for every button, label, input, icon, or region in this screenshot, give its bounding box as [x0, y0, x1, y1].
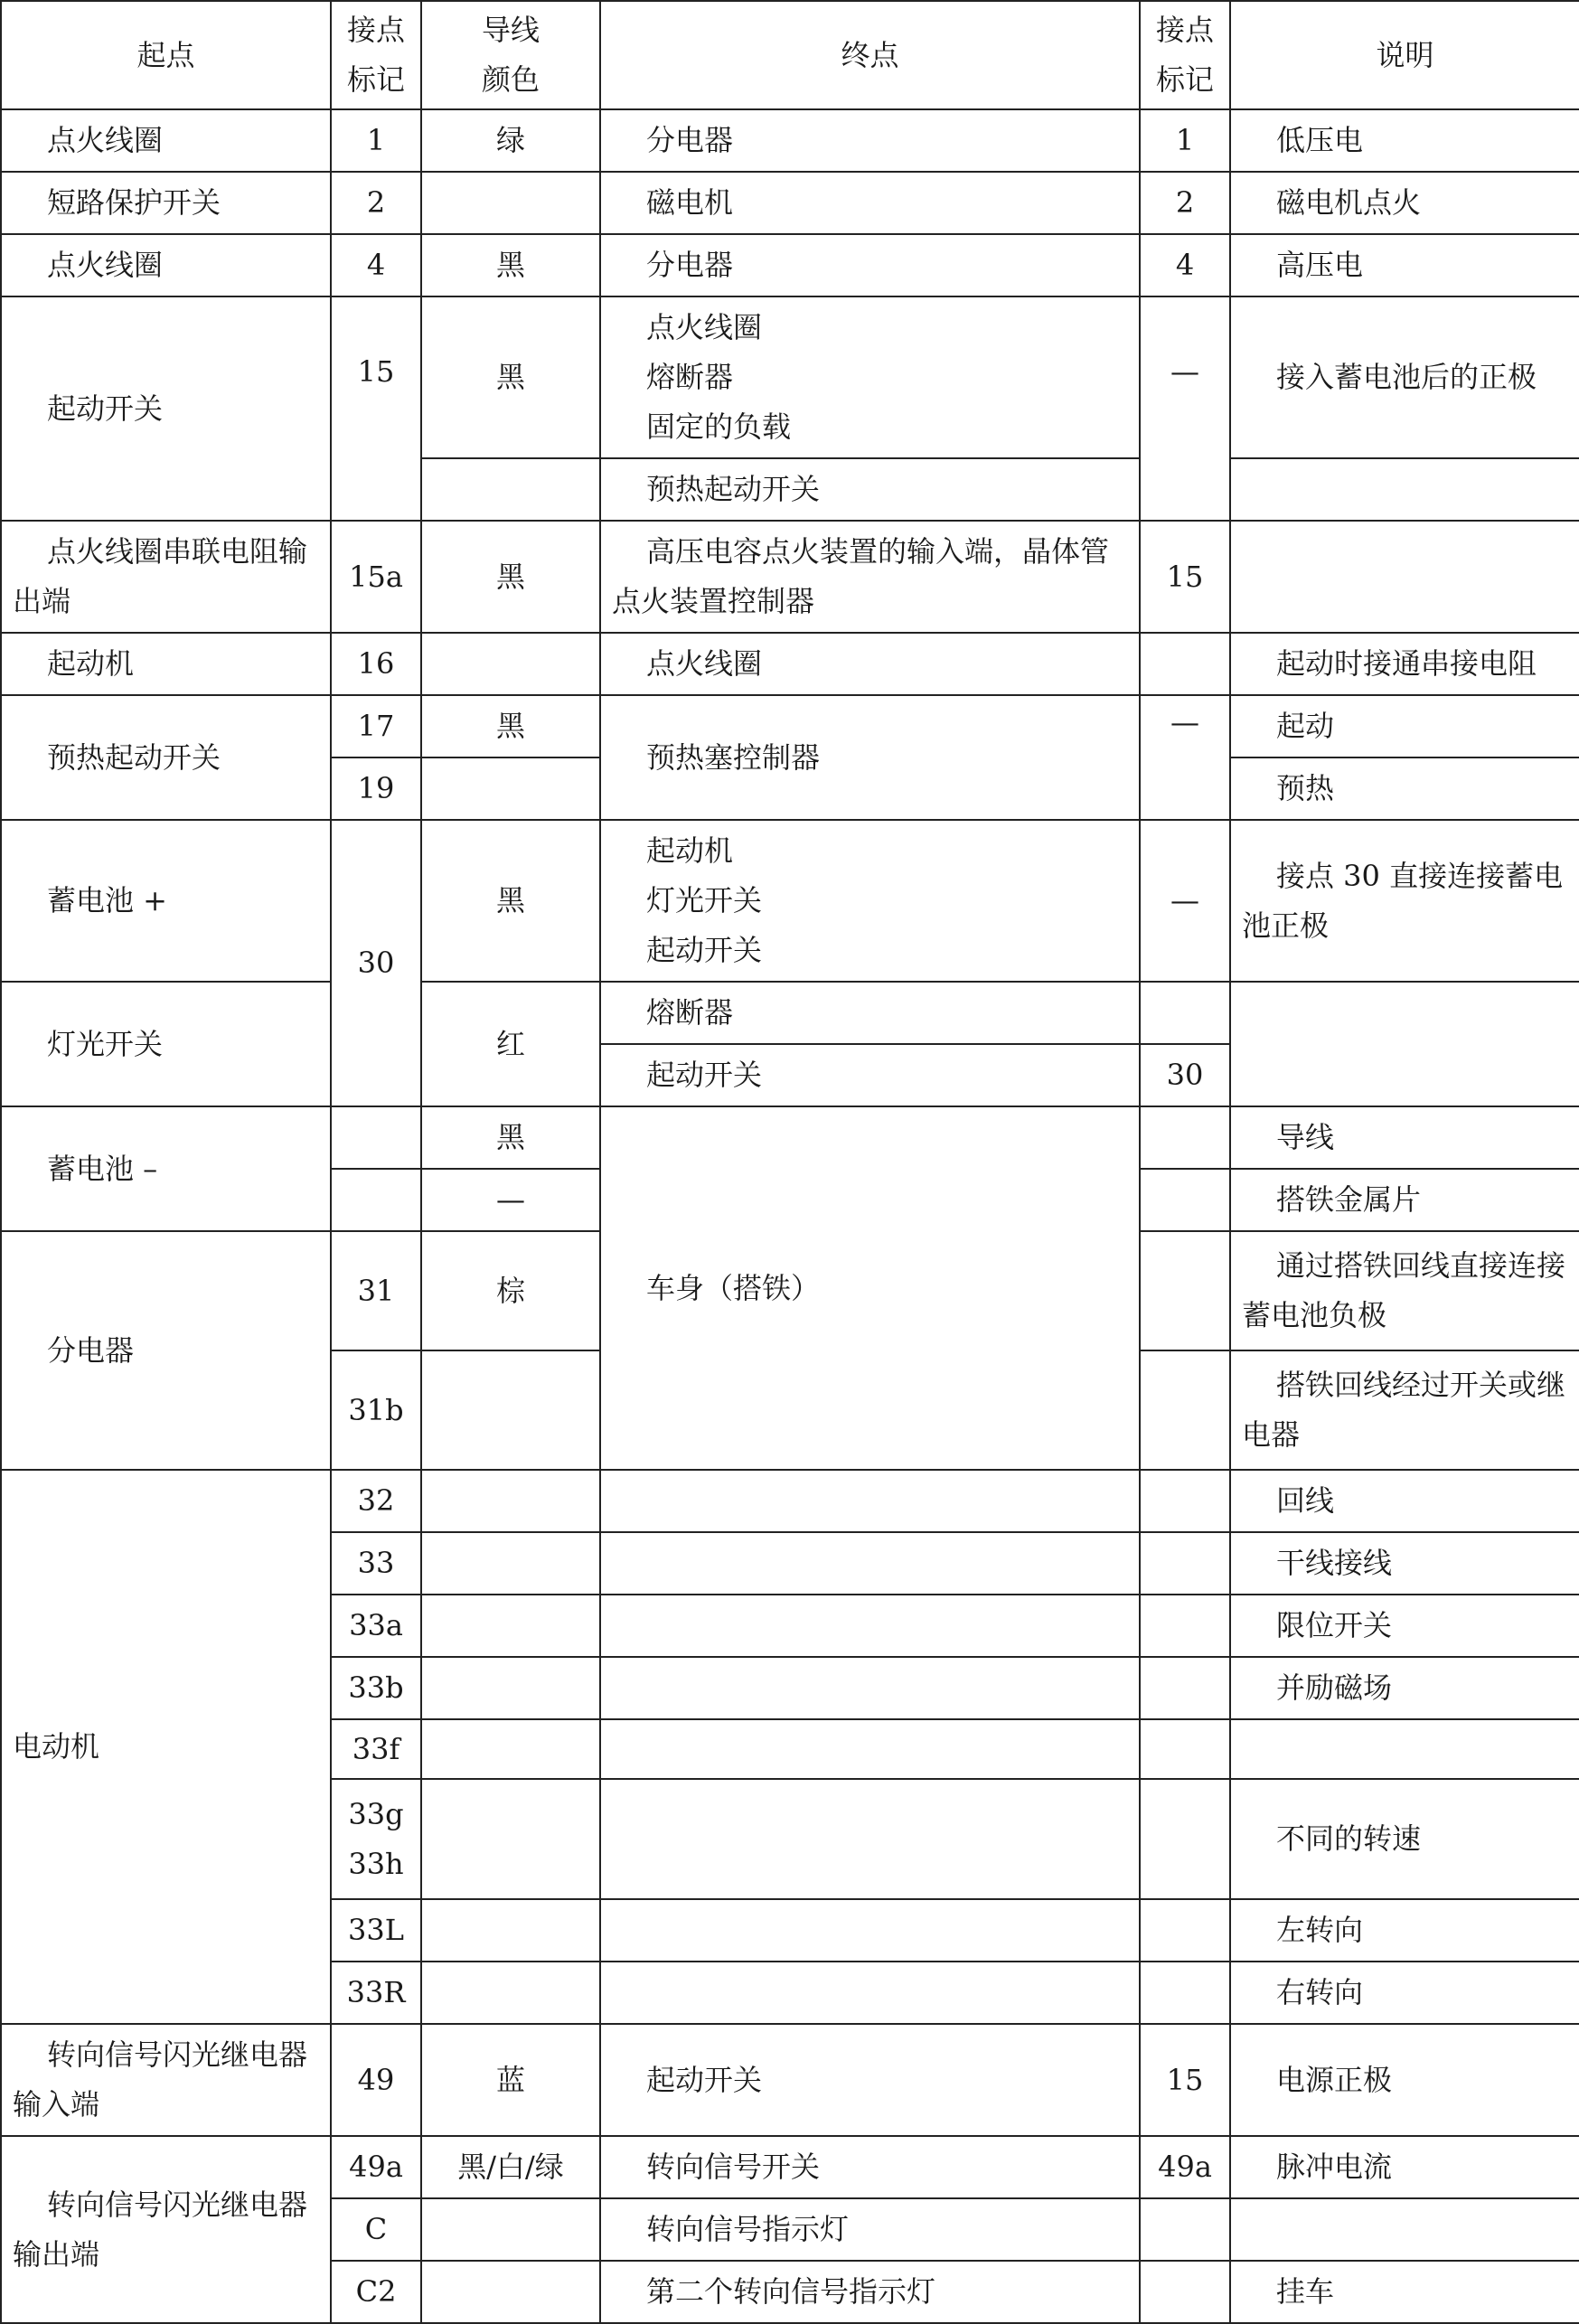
cell-end — [600, 1719, 1140, 1779]
cell-end-mark — [1140, 1899, 1230, 1962]
cell-color: 红 — [421, 982, 600, 1106]
cell-end-mark: 15 — [1140, 521, 1230, 633]
cell-start: 短路保护开关 — [1, 172, 331, 234]
cell-mark — [331, 1106, 421, 1169]
cell-end-mark — [1140, 1231, 1230, 1350]
cell-mark: 2 — [331, 172, 421, 234]
cell-color: 黑 — [421, 296, 600, 458]
cell-end-mark: 30 — [1140, 1044, 1230, 1106]
header-start: 起点 — [1, 1, 331, 109]
cell-end: 高压电容点火装置的输入端，晶体管点火装置控制器 — [600, 521, 1140, 633]
cell-end: 第二个转向信号指示灯 — [600, 2261, 1140, 2323]
cell-end: 车身（搭铁） — [600, 1106, 1140, 1470]
cell-color: 棕 — [421, 1231, 600, 1350]
cell-start: 灯光开关 — [1, 982, 331, 1106]
cell-mark: 31b — [331, 1350, 421, 1470]
table-row — [1, 2024, 1579, 2136]
cell-end-mark: — — [1140, 296, 1230, 521]
cell-color — [421, 2261, 600, 2323]
header-row — [1, 1, 1579, 109]
cell-mark: 15a — [331, 521, 421, 633]
table-row — [1, 234, 1579, 296]
cell-end-mark — [1140, 633, 1230, 695]
cell-end-mark — [1140, 1350, 1230, 1470]
cell-end-mark — [1140, 1779, 1230, 1899]
header-description: 说明 — [1230, 1, 1579, 109]
cell-start: 点火线圈 — [1, 234, 331, 296]
cell-color: 绿 — [421, 109, 600, 172]
cell-color: — — [421, 1169, 600, 1231]
cell-end — [600, 1899, 1140, 1962]
cell-mark: 4 — [331, 234, 421, 296]
cell-end: 点火线圈 熔断器 固定的负载 — [600, 296, 1140, 458]
cell-end-mark — [1140, 1106, 1230, 1169]
cell-mark: 33L — [331, 1899, 421, 1962]
cell-note — [1230, 458, 1579, 521]
cell-note — [1230, 1719, 1579, 1779]
cell-end-mark — [1140, 1962, 1230, 2024]
cell-note: 左转向 — [1230, 1899, 1579, 1962]
cell-start: 点火线圈串联电阻输出端 — [1, 521, 331, 633]
cell-mark: 49a — [331, 2136, 421, 2198]
cell-end: 分电器 — [600, 109, 1140, 172]
table-row — [1, 109, 1579, 172]
table-row — [1, 633, 1579, 695]
cell-end-mark — [1140, 1719, 1230, 1779]
cell-end-mark: 15 — [1140, 2024, 1230, 2136]
cell-mark: 33g 33h — [331, 1779, 421, 1899]
cell-end — [600, 1532, 1140, 1595]
cell-end-mark — [1140, 982, 1230, 1044]
cell-color — [421, 1899, 600, 1962]
cell-mark: 49 — [331, 2024, 421, 2136]
cell-color — [421, 757, 600, 820]
cell-mark: 1 — [331, 109, 421, 172]
cell-note: 不同的转速 — [1230, 1779, 1579, 1899]
cell-end-mark: 1 — [1140, 109, 1230, 172]
cell-end-mark — [1140, 2261, 1230, 2323]
cell-end: 起动开关 — [600, 1044, 1140, 1106]
table-row — [1, 1470, 1579, 1532]
cell-note: 右转向 — [1230, 1962, 1579, 2024]
cell-color — [421, 1779, 600, 1899]
cell-color — [421, 2198, 600, 2261]
cell-color — [421, 1719, 600, 1779]
cell-color: 黑 — [421, 695, 600, 757]
cell-end: 起动机 灯光开关 起动开关 — [600, 820, 1140, 982]
cell-note: 搭铁金属片 — [1230, 1169, 1579, 1231]
cell-mark: 16 — [331, 633, 421, 695]
cell-end — [600, 1657, 1140, 1719]
cell-end-mark — [1140, 1169, 1230, 1231]
cell-color — [421, 1350, 600, 1470]
cell-color — [421, 1657, 600, 1719]
cell-color: 黑 — [421, 234, 600, 296]
cell-note: 起动 — [1230, 695, 1579, 757]
cell-mark: 19 — [331, 757, 421, 820]
cell-mark: 17 — [331, 695, 421, 757]
cell-end-mark — [1140, 1470, 1230, 1532]
cell-color — [421, 1595, 600, 1657]
header-end: 终点 — [600, 1, 1140, 109]
cell-end — [600, 1470, 1140, 1532]
table-row — [1, 695, 1579, 757]
cell-end: 熔断器 — [600, 982, 1140, 1044]
cell-note: 搭铁回线经过开关或继电器 — [1230, 1350, 1579, 1470]
cell-note: 导线 — [1230, 1106, 1579, 1169]
cell-mark: 33b — [331, 1657, 421, 1719]
cell-end-mark: 49a — [1140, 2136, 1230, 2198]
cell-color: 蓝 — [421, 2024, 600, 2136]
cell-end-mark — [1140, 1532, 1230, 1595]
cell-end — [600, 1962, 1140, 2024]
cell-color — [421, 1532, 600, 1595]
table-row — [1, 521, 1579, 633]
cell-start: 预热起动开关 — [1, 695, 331, 820]
cell-end: 磁电机 — [600, 172, 1140, 234]
cell-end-mark: 4 — [1140, 234, 1230, 296]
cell-start: 转向信号闪光继电器输出端 — [1, 2136, 331, 2323]
cell-end: 预热塞控制器 — [600, 695, 1140, 820]
cell-mark: 33 — [331, 1532, 421, 1595]
cell-note: 回线 — [1230, 1470, 1579, 1532]
cell-end: 转向信号开关 — [600, 2136, 1140, 2198]
cell-mark: C — [331, 2198, 421, 2261]
cell-end-mark: — — [1140, 695, 1230, 820]
header-wire-color: 导线 颜色 — [421, 1, 600, 109]
header-end-terminal-mark: 接点 标记 — [1140, 1, 1230, 109]
cell-note: 电源正极 — [1230, 2024, 1579, 2136]
cell-note — [1230, 2198, 1579, 2261]
cell-start: 起动开关 — [1, 296, 331, 521]
cell-start: 点火线圈 — [1, 109, 331, 172]
cell-note: 限位开关 — [1230, 1595, 1579, 1657]
cell-color — [421, 172, 600, 234]
cell-end-mark — [1140, 1595, 1230, 1657]
cell-start: 分电器 — [1, 1231, 331, 1470]
cell-note: 接入蓄电池后的正极 — [1230, 296, 1579, 458]
cell-mark: 33f — [331, 1719, 421, 1779]
cell-mark: 31 — [331, 1231, 421, 1350]
cell-end — [600, 1779, 1140, 1899]
table-row — [1, 296, 1579, 458]
table-row — [1, 172, 1579, 234]
cell-color: 黑/白/绿 — [421, 2136, 600, 2198]
cell-note: 起动时接通串接电阻 — [1230, 633, 1579, 695]
cell-note — [1230, 982, 1579, 1106]
cell-mark: 32 — [331, 1470, 421, 1532]
table-row — [1, 982, 1579, 1044]
cell-color — [421, 633, 600, 695]
cell-end: 分电器 — [600, 234, 1140, 296]
cell-end: 点火线圈 — [600, 633, 1140, 695]
cell-mark: 30 — [331, 820, 421, 1106]
cell-end — [600, 1595, 1140, 1657]
cell-color: 黑 — [421, 820, 600, 982]
cell-color — [421, 458, 600, 521]
cell-note: 并励磁场 — [1230, 1657, 1579, 1719]
cell-mark: 15 — [331, 296, 421, 521]
cell-start: 蓄电池 – — [1, 1106, 331, 1231]
cell-end-mark: — — [1140, 820, 1230, 982]
cell-end-mark — [1140, 1657, 1230, 1719]
cell-start: 起动机 — [1, 633, 331, 695]
cell-end: 转向信号指示灯 — [600, 2198, 1140, 2261]
cell-note: 低压电 — [1230, 109, 1579, 172]
cell-note: 预热 — [1230, 757, 1579, 820]
cell-mark: 33a — [331, 1595, 421, 1657]
table-row — [1, 1106, 1579, 1169]
cell-note: 通过搭铁回线直接连接蓄电池负极 — [1230, 1231, 1579, 1350]
cell-mark — [331, 1169, 421, 1231]
cell-start: 蓄电池 + — [1, 820, 331, 982]
cell-end: 起动开关 — [600, 2024, 1140, 2136]
cell-color — [421, 1470, 600, 1532]
cell-color — [421, 1962, 600, 2024]
cell-end: 预热起动开关 — [600, 458, 1140, 521]
cell-start: 电动机 — [1, 1470, 331, 2024]
cell-mark: 33R — [331, 1962, 421, 2024]
cell-note: 磁电机点火 — [1230, 172, 1579, 234]
cell-mark: C2 — [331, 2261, 421, 2323]
table-row — [1, 820, 1579, 982]
cell-color: 黑 — [421, 1106, 600, 1169]
cell-end-mark: 2 — [1140, 172, 1230, 234]
cell-note: 挂车 — [1230, 2261, 1579, 2323]
cell-note: 干线接线 — [1230, 1532, 1579, 1595]
cell-note: 高压电 — [1230, 234, 1579, 296]
table-row — [1, 2136, 1579, 2198]
cell-color: 黑 — [421, 521, 600, 633]
cell-note — [1230, 521, 1579, 633]
cell-note: 脉冲电流 — [1230, 2136, 1579, 2198]
cell-note: 接点 30 直接连接蓄电池正极 — [1230, 820, 1579, 982]
cell-end-mark — [1140, 2198, 1230, 2261]
cell-start: 转向信号闪光继电器输入端 — [1, 2024, 331, 2136]
header-terminal-mark: 接点 标记 — [331, 1, 421, 109]
